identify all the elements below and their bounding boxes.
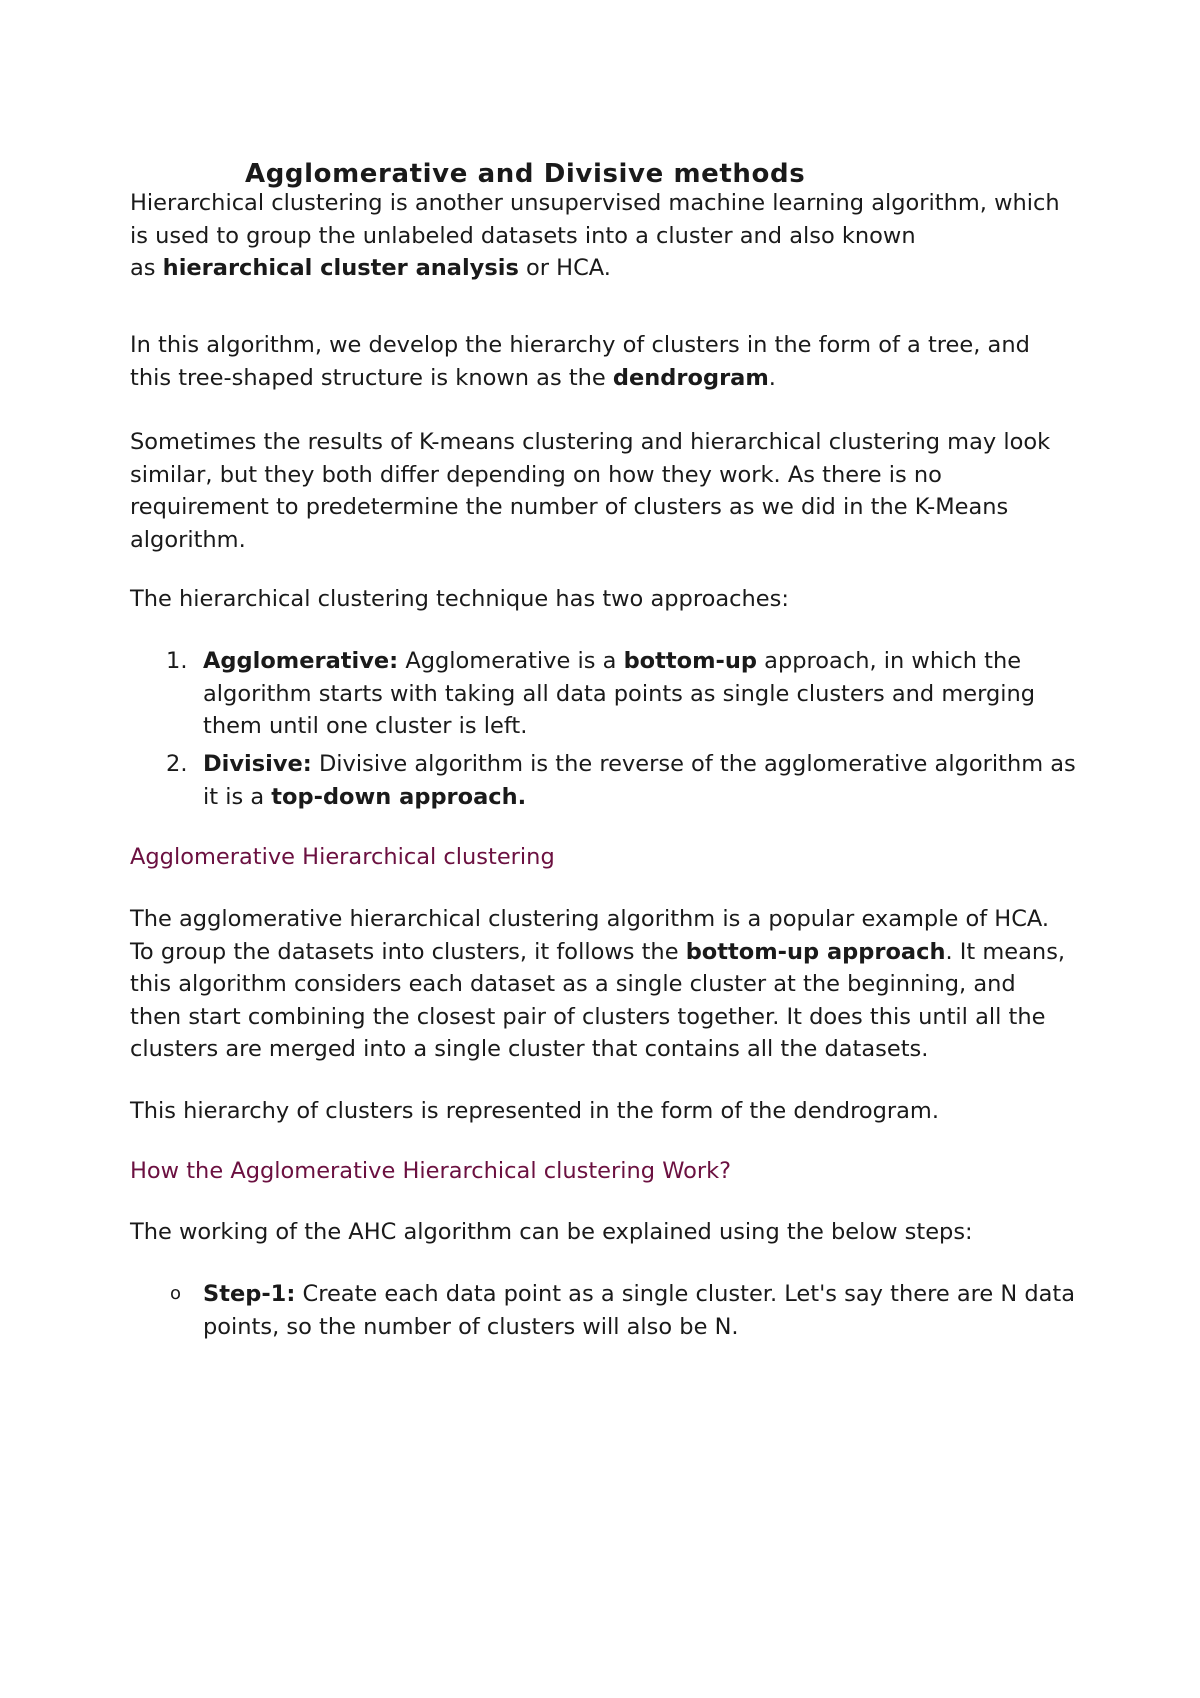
para2-line-2-post: . <box>768 364 776 391</box>
para3-line-2: similar, but they both differ depending on how they work. As there is no <box>130 461 942 488</box>
list-item-divisive <box>130 748 1160 814</box>
para3-line-3: requirement to predetermine the number of clusters as we did in the K-Means <box>130 494 1009 520</box>
para2-line-1: In this algorithm, we develop the hierarchy of clusters in the form of a tree, and <box>130 332 1030 358</box>
para5-line-2-pre: To group the datasets into clusters, it follows the <box>130 938 686 965</box>
agglomerative-paragraph <box>130 903 1150 1066</box>
steps-intro: The working of the AHC algorithm can be explained using the below steps: <box>130 1219 973 1245</box>
step-label: Step-1: <box>203 1281 296 1307</box>
intro-line-3-pre: as <box>130 255 163 281</box>
list-number: 2. <box>166 751 188 777</box>
intro-line-1: Hierarchical clustering is another unsupervised machine learning algorithm, which <box>130 190 1060 216</box>
list-item-text <box>203 748 1076 813</box>
approach-2-post: Divisive algorithm is the reverse of the agglomerative algorithm as <box>311 751 1076 777</box>
approach-label: Agglomerative: <box>203 648 399 674</box>
step-1-line-1 <box>203 1278 1075 1311</box>
para3-line-1: Sometimes the results of K-means clustering and hierarchical clustering may look <box>130 429 1051 455</box>
hierarchy-paragraph: This hierarchy of clusters is represented in the form of the dendrogram. <box>130 1098 939 1124</box>
section-heading-agglomerative: Agglomerative Hierarchical clustering <box>130 844 555 870</box>
list-item-agglomerative <box>130 645 1160 745</box>
approach-1-pre: Agglomerative is a <box>398 648 624 674</box>
approach-1-line-2: algorithm starts with taking all data points as single clusters and merging <box>203 680 1036 707</box>
document-title: Agglomerative and Divisive methods <box>245 159 806 189</box>
approach-1-line-1 <box>203 645 1035 678</box>
term-top-down: top-down approach. <box>271 783 527 810</box>
approach-1-line-3: them until one cluster is left. <box>203 713 528 739</box>
para2-line-2-pre: this tree-shaped structure is known as the <box>130 364 613 391</box>
para5-line-2 <box>130 936 1150 969</box>
para5-line-2-post: . It means, <box>945 938 1066 965</box>
para2-line-2 <box>130 362 1150 395</box>
intro-line-2: is used to group the unlabeled datasets into a cluster and also known <box>130 222 916 249</box>
approach-2-pre: it is a <box>203 783 272 810</box>
list-item-step-1 <box>130 1278 1160 1344</box>
para5-line-3: this algorithm considers each dataset as a single cluster at the beginning, and <box>130 971 1016 997</box>
step-1-line-2: points, so the number of clusters will also be N. <box>203 1313 739 1340</box>
approach-2-line-1 <box>203 748 1076 781</box>
list-item-text <box>203 645 1035 743</box>
bullet-circle-icon: o <box>170 1283 182 1304</box>
kmeans-comparison-paragraph <box>130 426 1150 556</box>
list-item-text <box>203 1278 1075 1343</box>
approach-label: Divisive: <box>203 751 312 777</box>
section-heading-how-it-works: How the Agglomerative Hierarchical clustering Work? <box>130 1158 732 1184</box>
para5-line-5: clusters are merged into a single cluster that contains all the datasets. <box>130 1036 929 1062</box>
approach-2-line-2 <box>203 781 1076 814</box>
intro-paragraph <box>130 187 1150 285</box>
term-bottom-up-approach: bottom-up approach <box>685 938 946 965</box>
list-number: 1. <box>166 648 188 674</box>
term-dendrogram: dendrogram <box>612 364 769 391</box>
para3-line-4: algorithm. <box>130 526 246 553</box>
approach-1-post: approach, in which the <box>757 648 1022 674</box>
step-1-post: Create each data point as a single cluster. Let's say there are N data <box>295 1281 1076 1307</box>
dendrogram-paragraph <box>130 329 1150 394</box>
term-bottom-up: bottom-up <box>623 648 758 674</box>
term-hca: hierarchical cluster analysis <box>162 255 519 281</box>
intro-line-3-post: or HCA. <box>518 255 611 281</box>
intro-line-3 <box>130 252 1150 285</box>
approaches-intro: The hierarchical clustering technique has two approaches: <box>130 586 789 612</box>
para5-line-4: then start combining the closest pair of clusters together. It does this until all the <box>130 1003 1046 1030</box>
para5-line-1: The agglomerative hierarchical clustering algorithm is a popular example of HCA. <box>130 906 1050 932</box>
